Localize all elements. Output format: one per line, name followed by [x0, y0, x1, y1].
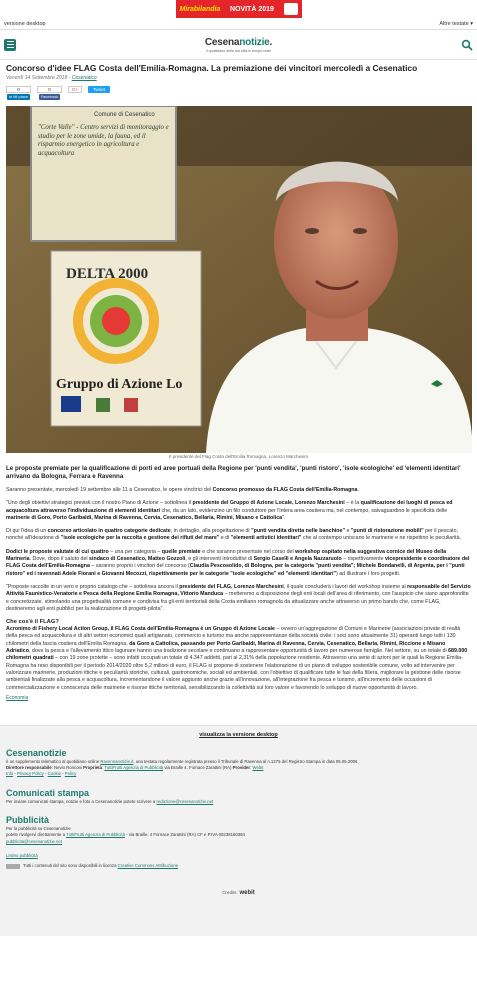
article-meta	[6, 75, 471, 81]
credits-label: Credits	[222, 890, 237, 895]
footer-publisher-info: è un supplemento telematico al quotidiano online Ravennanotizie.it, una testata regolarmente registrata presso il Tribunale di Ravenna al n.1275 del Registro Stampa in data 05.05.2006 Direttore responsabile: Nevio Ronconi Proprietà: TuttiFrutti Agenzia di Pubblicità via Braille 4, Fornace Zarattini (RA) Provider: Webit Info - Privacy Policy - Cookie - Policy	[6, 758, 358, 777]
photo-plaque-body: "Corte Valle" - Centro servizi di monitoraggio e studio per le zone umide, la fauna, ed il risparmio energetico in agricoltura e acquacoltura	[38, 124, 169, 157]
photo-plaque-group: Gruppo di Azione Lo	[56, 377, 183, 392]
top-ad-banner[interactable]	[0, 0, 477, 18]
info-link[interactable]: Info	[6, 771, 14, 777]
credits[interactable]	[6, 890, 471, 896]
license-info: Tutti i contenuti del sito sono disponibili in licenza Creative Commons Attribuzione	[6, 863, 471, 869]
webit-link[interactable]: Webit	[252, 765, 264, 771]
tuttifrutti-ads-link[interactable]: TuttiFrutti Agenzia di Pubblicità	[66, 832, 125, 838]
cookie-link[interactable]: Cookie	[47, 771, 61, 777]
ravennanotizie-link[interactable]: Ravennanotizie.it	[100, 758, 134, 764]
paragraph-intro: Saranno presentate, mercoledì 19 settembre alle 11 a Cesenatico, le opere vincitrici del Concorso promosso da FLAG Costa dell'Emilia-Romagna.	[6, 487, 359, 493]
logo-name-b: notizie	[239, 36, 270, 48]
ad-badge: NOVITÀ 2019	[229, 5, 274, 13]
pubblicita-email-link[interactable]: pubblicita@cesenanotizie.net	[6, 838, 62, 844]
redazione-email-link[interactable]: redazione@cesenanotizie.net	[156, 798, 214, 804]
listino-link[interactable]: Listino pubblicità	[6, 852, 38, 858]
paragraph-3: Dodici le proposte valutate di cui quattro – una per categoria – quelle premiate e che saranno presentate nel corso del workshop ospitato nella suggestiva cornice del Museo della Marineria. Dove, dopo il saluto del sindaco di Cesenatico, Matteo Gozzoli, e gli interventi introduttivi di Sergio Caselli e Angela Nazzaruolo – rispettivamente vicepresidente e coordinatore del FLAG Costa dell'Emilia-Romagna – saranno proprio i vincitori del concorso (Claudia Pescosolido, di Bologna, per la categoria "punti vendita"; Michele Bondanelli, di Argenta, per i "punti ristoro" ed i ravennati Adele Fiorani e Giovanni Mecozzi, rispettivamente per le categorie "isole ecologiche" ed "elementi identitari") ad illustrare i loro progetti.	[6, 548, 470, 577]
facebook-button[interactable]: Facebook	[40, 94, 59, 99]
article-date: Venerdì 14 Settembre 2018 -	[6, 75, 72, 81]
site-logo[interactable]	[205, 37, 272, 53]
site-footer	[0, 725, 477, 936]
section-heading-flag: Che cos'è il FLAG?	[6, 619, 59, 626]
paragraph-1: "Uno degli obiettivi strategici previsti con il nostro Piano di Azione – sottolinea il presidente del Gruppo di Azione Locale, Lorenzo Marchesini – è la qualificazione dei luoghi di pesca ed acquacoltura attraverso l'individuazione di elementi identitari che, da un lato, evidenzino un filo conduttore per l'intera area costiera ma, nel contempo, salvaguardino le specificità delle marinerie di Goro, Porto Garibaldi, Marina di Ravenna, Cervia, Cesenatico, Bellaria, Rimini, Misano e Cattolica".	[6, 500, 453, 521]
facebook-share[interactable]	[37, 86, 62, 100]
site-header	[0, 30, 477, 60]
paragraph-5: Acronimo di Fishery Local Action Group, il FLAG Costa dell'Emilia-Romagna è un Gruppo di Azione Locale – ovvero un'aggregazione di Comuni e Marinerie (associazioni private di realtà della pesca ed acquacoltura e di altri settori economici quali artigianato, commercio e turismo ma anche rappresentanze della società civile: i soci sono attualmente 31) operanti lungo tutti i 130 chilometri della fascia costiera dell'Emilia Romagna, da Goro a Cattolica, passando per Porto Garibaldi, Marina di Ravenna, Cervia, Cesenatico, Bellaria, Rimini, Riccione e Misano Adriatico, dove la pesca e l'allevamento ittico lagunare hanno una tradizione secolare e continuano a rappresentare opportunità di lavoro per numerose famiglie. Nel settore, su un totale di 689.000 chilometri quadrati – con 19 zone protette – sono infatti occupati un totale di 4.347 addetti, pari al 2,31% della popolazione residente. Attraverso una serie di azioni per le quali la Regione Emilia-Romagna ha reso disponibili per il periodo 2014/2020 oltre 5,2 milioni di euro, il FLAG si propone di sostenere l'elaborazione di un piano di sviluppo sostenibile comune, volto ad intervenire per valorizzare marinerie, produzioni ittiche e peculiarità storiche, culturali, gastronomiche, sociali ed ambientali, con l'obiettivo di qualificare tutte le fasi della filiera, migliorare la gestione delle risorse ambientali finalizzate alla pesca e acquacoltura, incrementandone il valore aggiunto anche grazie all'innovazione, all'integrazione fra pesca e turismo, all'incremento delle occasioni di commercializzazione e conoscenza delle marinerie e risorse ittiche territoriali, sensibilizzando la collettività sul loro valore e favorendo lo sviluppo di nuove opportunità di lavoro.	[6, 626, 468, 691]
gplus-button[interactable]: G+	[68, 86, 82, 93]
ad-logo-icon	[284, 3, 298, 15]
linkedin-count: 0	[6, 86, 31, 93]
cc-license-link[interactable]: Creative Commons Attribuzione	[117, 863, 179, 869]
linkedin-share[interactable]	[6, 86, 31, 100]
site-tagline: Il quotidiano della tua città in tempo reale	[205, 48, 272, 53]
search-icon[interactable]	[461, 39, 473, 51]
top-bar	[0, 18, 477, 30]
policy-link[interactable]: Policy	[64, 771, 77, 777]
article-category-link[interactable]: Economia	[6, 694, 29, 701]
facebook-count: 0	[37, 86, 62, 93]
linkedin-button[interactable]: in Mi piace	[8, 94, 29, 99]
article-lead: Le proposte premiate per la qualificazione di porti ed aree portuali della Regione per 'punti vendita', 'punti ristoro', 'isole ecologiche' ed 'elementi identitari' arrivano da Bologna, Ferrara e Ravenna	[6, 465, 461, 480]
article-title: Concorso d'idee FLAG Costa dell'Emilia-Romagna. La premiazione dei vincitori mercoledì a Cesenatico	[6, 63, 418, 73]
footer-ads-info: Per la pubblicità su Cesenanotizie potete rivolgervi direttamente a TuttiFrutti Agenzia di Pubblicità - via Braille, 4 Fornace Zarattini (RA) CF e P.IVA 00238160394 pubblicita@cesenanotizie.net	[6, 826, 245, 844]
footer-heading-press: Comunicati stampa	[6, 787, 90, 798]
photo-plaque-top: Comune di Cesenatico	[94, 112, 155, 118]
menu-icon[interactable]	[4, 39, 16, 51]
privacy-policy-link[interactable]: Privacy Policy	[17, 771, 44, 777]
other-sites-dropdown[interactable]: Altre testate ▾	[439, 20, 473, 27]
logo-dot: .	[269, 36, 273, 48]
desktop-version-link[interactable]: versione desktop	[4, 20, 46, 27]
category-link[interactable]: Cesenatico	[71, 75, 97, 81]
tuttifrutti-link[interactable]: TuttiFrutti Agenzia di Pubblicità	[104, 765, 164, 771]
logo-name-a: Cesena	[204, 36, 240, 48]
article-photo	[6, 106, 472, 453]
photo-caption: Il presidente del Flag Costa dell'Emilia Romagna, Lorenzo Marchesini	[169, 454, 308, 459]
desktop-version-footer-link[interactable]: visualizza la versione desktop	[199, 731, 278, 738]
footer-press-info: Per inviare comunicati stampa, notizie e foto a Cesenanotizie potete scrivere a redazione@cesenanotizie.net	[6, 798, 214, 804]
webit-logo: webit	[239, 889, 255, 896]
ad-brand: Mirabilandia	[179, 5, 221, 13]
ad-box[interactable]	[176, 0, 302, 18]
footer-heading-ads: Pubblicità	[6, 815, 50, 826]
paragraph-2: Di qui l'idea di un concorso articolato in quattro categorie dedicate, in dettaglio, alla progettazione di "punti vendita diretta nelle banchine" e "punti di ristorazione mobili" per il pescato, nonché all'ideazione di "isole ecologiche per la raccolta e gestione dei rifiuti del mare" e di "elementi artistici identitari" che al contempo uniscano le marinerie e ne rispettino le peculiarità.	[6, 528, 462, 542]
footer-heading-cesenanotizie: Cesenanotizie	[6, 747, 67, 758]
share-bar	[6, 86, 471, 100]
tweet-button[interactable]: Tweet	[88, 86, 110, 93]
photo-plaque-delta: DELTA 2000	[66, 266, 149, 282]
article	[0, 63, 477, 701]
paragraph-4: "Proposte raccolte in un vero e proprio catalogo che – sottolinea ancora il presidente del FLAG, Lorenzo Marchesini, il quale concluderà i lavori del workshop insieme al responsabile del Servizio Attività Faunistico-Venatorie e Pesca della Regione Emilia Romagna, Vittorio Manduca – metteremo a disposizione degli enti locali dell'area di riferimento, con l'auspicio che siano approfondite e concretizzate, stimolando una progettualità comune e condivisa fra gli enti territoriali della Costa emiliano romagnola da attualizzare anche attraverso un primo bando che, come FLAG, destineremo agli enti pubblici per la realizzazione di progetti-pilota".	[6, 583, 471, 612]
creative-commons-icon	[6, 864, 20, 869]
